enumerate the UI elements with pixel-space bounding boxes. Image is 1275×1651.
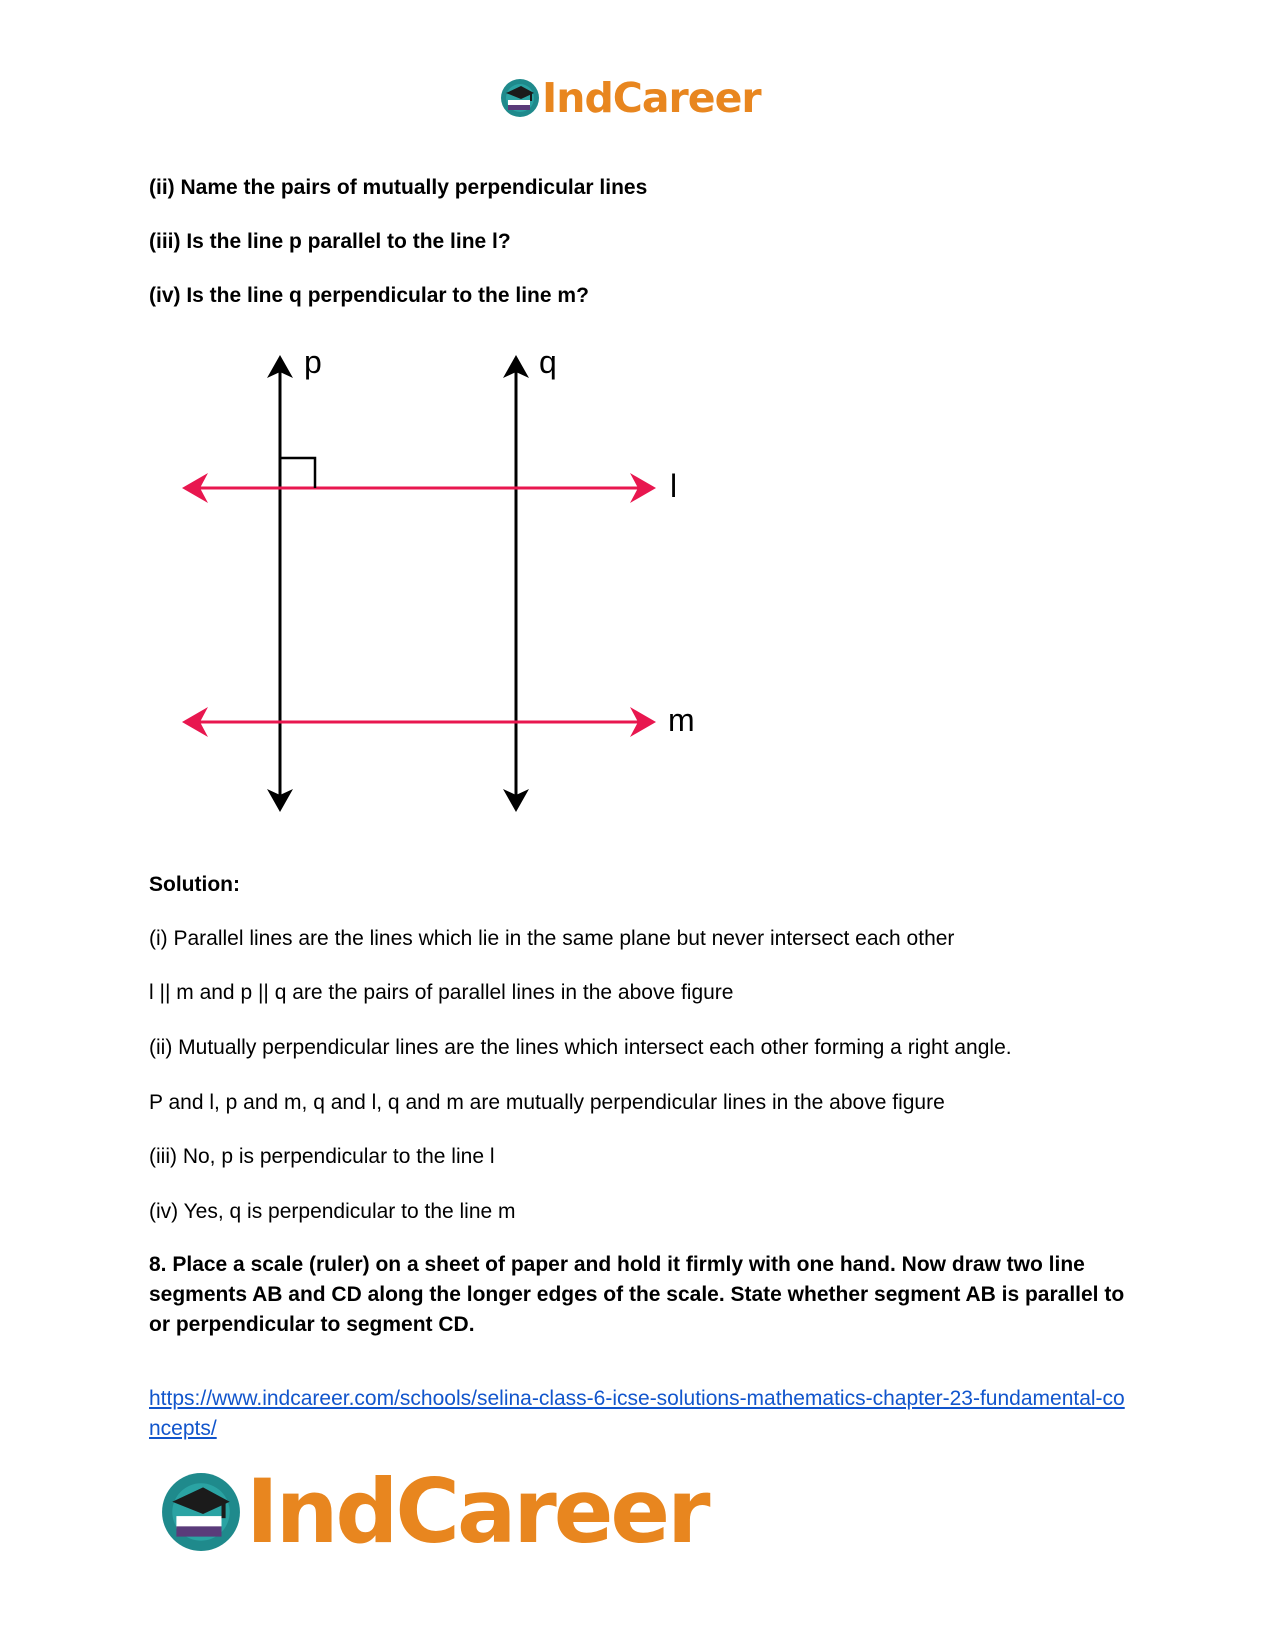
lines-figure xyxy=(170,345,710,825)
solution-line-5: (iii) No, p is perpendicular to the line l xyxy=(149,1145,495,1168)
logo-text: IndCareer xyxy=(542,74,761,122)
footer-logo-text: IndCareer xyxy=(246,1460,708,1563)
label-p: p xyxy=(304,345,322,380)
footer-logo xyxy=(160,1460,708,1563)
line-q xyxy=(503,355,529,812)
header-logo xyxy=(500,74,761,122)
solution-line-4: P and l, p and m, q and l, q and m are mutually perpendicular lines in the above figure xyxy=(149,1091,945,1114)
question-iv: (iv) Is the line q perpendicular to the line m? xyxy=(149,284,589,307)
solution-line-1: (i) Parallel lines are the lines which lie in the same plane but never intersect each other xyxy=(149,927,955,950)
label-l: l xyxy=(670,468,678,504)
solution-line-2: l || m and p || q are the pairs of parallel lines in the above figure xyxy=(149,981,734,1004)
solution-heading: Solution: xyxy=(149,873,240,896)
source-link[interactable]: https://www.indcareer.com/schools/selina-class-6-icse-solutions-mathematics-chapter-23-fundamental-concepts/ xyxy=(149,1387,1125,1440)
label-q: q xyxy=(539,345,557,380)
right-angle-marker xyxy=(280,458,315,488)
question-ii: (ii) Name the pairs of mutually perpendicular lines xyxy=(149,176,648,199)
solution-line-6: (iv) Yes, q is perpendicular to the line m xyxy=(149,1200,516,1223)
graduation-cap-book-icon xyxy=(160,1471,242,1553)
solution-line-3: (ii) Mutually perpendicular lines are the lines which intersect each other forming a right angle. xyxy=(149,1036,1012,1059)
line-l xyxy=(182,473,656,503)
question-8: 8. Place a scale (ruler) on a sheet of paper and hold it firmly with one hand. Now draw two line segments AB and CD along the longer edges of the scale. State whether segment AB is parallel to or perpendicular to segment CD. xyxy=(149,1253,1125,1336)
line-m xyxy=(182,707,656,737)
label-m: m xyxy=(668,702,695,738)
question-iii: (iii) Is the line p parallel to the line l? xyxy=(149,230,511,253)
graduation-cap-book-icon xyxy=(500,78,540,118)
line-p xyxy=(267,355,293,812)
